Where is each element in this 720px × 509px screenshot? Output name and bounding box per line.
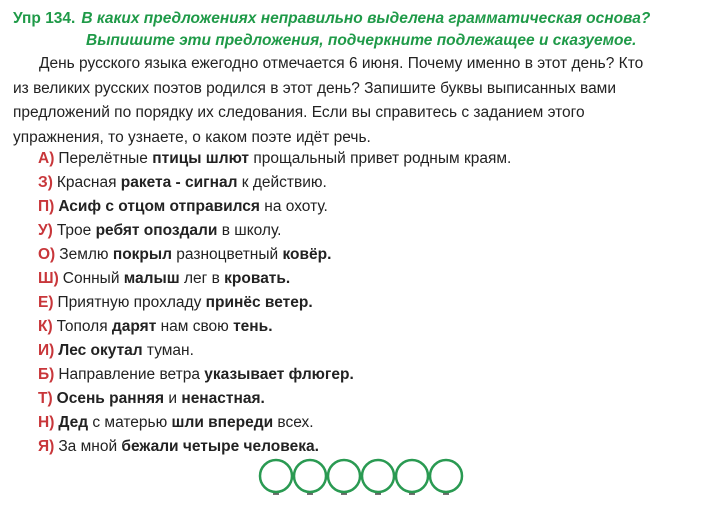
sentence-letter: О) — [38, 246, 56, 263]
intro-line: День русского языка ежегодно отмечается 6 июня. Почему именно в этот день? Кто — [39, 55, 644, 72]
grammar-basis: ковёр. — [282, 246, 332, 263]
grammar-basis: Осень ранняя — [56, 390, 165, 407]
grammar-basis: ненастная. — [181, 390, 265, 407]
sentence-letter: Ш) — [38, 270, 59, 287]
sentence-letter: Е) — [38, 294, 54, 311]
sentence-text: и — [164, 390, 182, 407]
sentence-letter: И) — [38, 342, 55, 359]
task-question-line-2: Выпишите эти предложения, подчеркните подлежащее и сказуемое. — [86, 32, 637, 49]
sentence-letter: Н) — [38, 414, 55, 431]
grammar-basis: ракета - сигнал — [120, 174, 238, 191]
answer-circles — [257, 456, 471, 496]
sentence-letter: Б) — [38, 366, 55, 383]
grammar-basis: шли впереди — [171, 414, 274, 431]
sentence-item — [38, 267, 708, 291]
grammar-basis: дарят — [111, 318, 157, 335]
sentence-letter: Я) — [38, 438, 55, 455]
sentence-item — [38, 243, 708, 267]
grammar-basis: Асиф с отцом отправился — [58, 198, 260, 215]
sentence-letter: Т) — [38, 390, 53, 407]
sentence-item — [38, 363, 708, 387]
sentence-list — [38, 147, 708, 459]
grammar-basis: бежали четыре человека. — [121, 438, 319, 455]
grammar-basis: покрыл — [112, 246, 172, 263]
task-number: Упр 134. — [13, 10, 76, 27]
grammar-basis: принёс ветер. — [205, 294, 313, 311]
answer-circle — [430, 460, 462, 492]
sentence-text: прощальный привет родным краям. — [249, 150, 512, 167]
sentence-text: Перелётные — [58, 150, 153, 167]
sentence-letter: К) — [38, 318, 53, 335]
sentence-text: Трое — [56, 222, 96, 239]
answer-circle — [260, 460, 292, 492]
sentence-item — [38, 411, 708, 435]
sentence-letter: П) — [38, 198, 55, 215]
sentence-text: Приятную прохладу — [57, 294, 206, 311]
sentence-item — [38, 315, 708, 339]
sentence-text: Красная — [56, 174, 121, 191]
sentence-item — [38, 147, 708, 171]
answer-circles-graphic — [257, 456, 471, 496]
answer-circle — [396, 460, 428, 492]
intro-line: предложений по порядку их следования. Если вы справитесь с заданием этого — [13, 104, 585, 121]
answer-circle — [328, 460, 360, 492]
sentence-text: Направление ветра — [58, 366, 205, 383]
sentence-text: За мной — [58, 438, 122, 455]
sentence-item — [38, 387, 708, 411]
grammar-basis: птицы шлют — [152, 150, 250, 167]
sentence-text: всех. — [273, 414, 314, 431]
sentence-text: Тополя — [56, 318, 112, 335]
task-question-line-1: В каких предложениях неправильно выделена грамматическая основа? — [81, 10, 651, 27]
sentence-text: с матерью — [88, 414, 172, 431]
sentence-text: разноцветный — [171, 246, 283, 263]
sentence-text: на охоту. — [259, 198, 328, 215]
sentence-text: нам свою — [156, 318, 234, 335]
sentence-text: Сонный — [62, 270, 124, 287]
sentence-item — [38, 195, 708, 219]
grammar-basis: тень. — [233, 318, 273, 335]
sentence-item — [38, 171, 708, 195]
sentence-text: к действию. — [237, 174, 327, 191]
sentence-text: Землю — [59, 246, 113, 263]
grammar-basis: Дед — [58, 414, 89, 431]
intro-line: упражнения, то узнаете, о каком поэте идёт речь. — [13, 128, 371, 146]
sentence-item — [38, 219, 708, 243]
intro-paragraph — [13, 52, 713, 150]
grammar-basis: указывает флюгер. — [204, 366, 354, 383]
grammar-basis: Лес окутал — [58, 342, 143, 359]
task-header — [13, 8, 713, 49]
grammar-basis: кровать. — [224, 270, 291, 287]
sentence-letter: У) — [38, 222, 53, 239]
sentence-item — [38, 339, 708, 363]
sentence-text: в школу. — [217, 222, 282, 239]
sentence-item — [38, 291, 708, 315]
intro-line: из великих русских поэтов родился в этот день? Запишите буквы выписанных вами — [13, 79, 617, 97]
grammar-basis: малыш — [123, 270, 180, 287]
sentence-letter: А) — [38, 150, 55, 167]
sentence-text: туман. — [142, 342, 194, 359]
answer-circle — [362, 460, 394, 492]
sentence-letter: З) — [38, 174, 53, 191]
grammar-basis: ребят опоздали — [95, 222, 218, 239]
answer-circle — [294, 460, 326, 492]
sentence-text: лег в — [179, 270, 225, 287]
